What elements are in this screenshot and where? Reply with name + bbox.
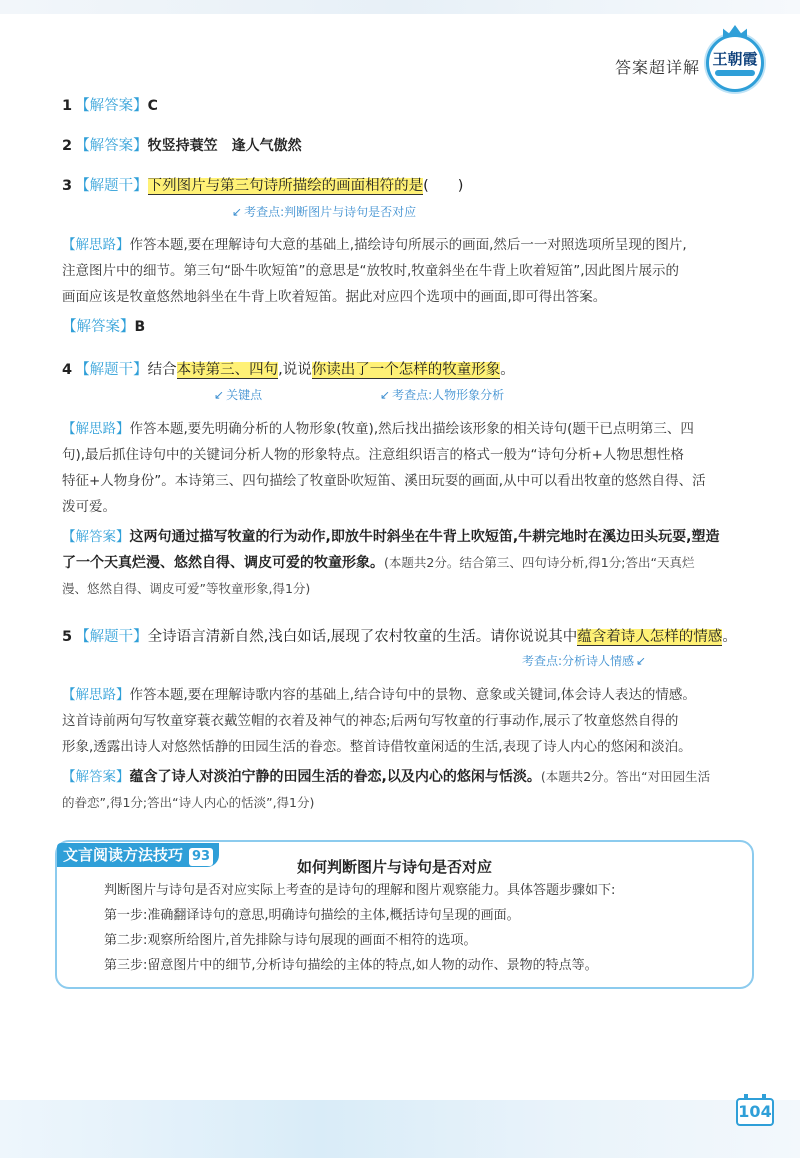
- annotation-examine: ↙ 考查点:人物形象分析: [380, 386, 504, 403]
- stem-text: ,说说: [278, 362, 312, 378]
- answer-tag: 【解答案】: [75, 98, 148, 114]
- stem-keypoint: 本诗第三、四句: [176, 362, 279, 378]
- annotation-examine: 考查点:分析诗人情感 ↙: [520, 652, 646, 669]
- page-number: 104: [736, 1098, 774, 1126]
- question-5-approach: [62, 682, 758, 760]
- question-4-stem: [62, 357, 762, 383]
- answer-tag: 【解答案】: [62, 319, 135, 335]
- approach-line: 画面应该是牧童悠然地斜坐在牛背上吹着短笛。据此对应四个选项中的画面,即可得出答案。: [62, 289, 607, 305]
- approach-line: 泼可爱。: [62, 499, 116, 515]
- stem-text: 结合: [147, 362, 177, 378]
- tip-line: 第一步:准确翻译诗句的意思,明确诗句描绘的主体,概括诗句呈现的画面。: [104, 908, 520, 923]
- approach-text: 作答本题,要先明确分析的人物形象(牧童),然后找出描绘该形象的相关诗句(题干已点明第三、四: [129, 421, 694, 437]
- stem-text: 。: [500, 362, 515, 378]
- answer-paren: ( ): [423, 178, 464, 194]
- stem-tag: 【解题干】: [75, 178, 148, 194]
- stem-highlight: 蕴含着诗人怎样的情感: [577, 629, 723, 645]
- question-3-answer: [62, 314, 762, 340]
- annotation-keypoint: ↙ 关键点: [214, 386, 262, 403]
- tip-line: 第二步:观察所给图片,首先排除与诗句展现的画面不相符的选项。: [104, 933, 477, 948]
- answer-line: [62, 764, 758, 790]
- question-number: 3: [62, 178, 73, 194]
- stem-tag: 【解题干】: [75, 629, 148, 645]
- approach-line: 注意图片中的细节。第三句“卧牛吹短笛”的意思是“放牧时,牧童斜坐在牛背上吹着短笛”,因此图片展示的: [62, 263, 680, 279]
- approach-tag: 【解思路】: [62, 687, 130, 703]
- scoring-note: (本题共2分。结合第三、四句诗分析,得1分;答出“天真烂: [384, 555, 695, 570]
- bottom-decoration: [0, 1100, 800, 1158]
- answer-tag: 【解答案】: [75, 138, 148, 154]
- question-4-answer: [62, 524, 758, 602]
- question-2: [62, 133, 762, 159]
- stem-text: 全诗语言清新自然,浅白如话,展现了农村牧童的生活。请你说说其中: [147, 629, 578, 645]
- header-title: 答案超详解: [615, 58, 701, 77]
- answer-text: C: [147, 98, 158, 114]
- answer-tag: 【解答案】: [62, 529, 130, 545]
- answer-text: 这两句通过描写牧童的行为动作,即放牛时斜坐在牛背上吹短笛,牛耕完地时在溪边田头玩耍,塑造: [129, 529, 720, 545]
- tip-line: 第三步:留意图片中的细节,分析诗句描绘的主体的特点,如人物的动作、景物的特点等。: [104, 958, 598, 973]
- answer-text: B: [134, 319, 146, 335]
- question-5-stem: [62, 624, 762, 650]
- question-number: 4: [62, 362, 73, 378]
- scoring-note: (本题共2分。答出“对田园生活: [540, 769, 711, 784]
- approach-text: 作答本题,要在理解诗歌内容的基础上,结合诗句中的景物、意象或关键词,体会诗人表达的情感。: [129, 687, 696, 703]
- approach-line: [62, 232, 758, 258]
- tip-tag-label: 文言阅读方法技巧: [63, 846, 184, 864]
- tip-line: 判断图片与诗句是否对应实际上考查的是诗句的理解和图片观察能力。具体答题步骤如下:: [104, 883, 616, 898]
- tip-tag: [57, 843, 219, 867]
- approach-line: 这首诗前两句写牧童穿蓑衣戴笠帽的衣着及神气的神态;后两句写牧童的行事动作,展示了牧童悠然自得的: [62, 713, 679, 729]
- question-number: 2: [62, 138, 73, 154]
- approach-line: [62, 682, 758, 708]
- question-number: 1: [62, 98, 73, 114]
- stem-text: 。: [722, 629, 737, 645]
- question-5-answer: [62, 764, 758, 816]
- answer-line: [62, 550, 758, 576]
- stem-highlight: 你读出了一个怎样的牧童形象: [311, 362, 501, 378]
- approach-line: 句),最后抓住诗句中的关键词分析人物的形象特点。注意组织语言的格式一般为“诗句分析+人物思想性格: [62, 447, 684, 463]
- question-3-approach: [62, 232, 758, 310]
- approach-tag: 【解思路】: [62, 421, 130, 437]
- logo-band: [715, 70, 755, 76]
- answer-text: 牧竖持蓑笠 逢人气傲然: [147, 138, 302, 154]
- approach-line: 形象,透露出诗人对悠然恬静的田园生活的眷恋。整首诗借牧童闲适的生活,表现了诗人内心的悠闲和淡泊。: [62, 739, 692, 755]
- approach-line: 特征+人物身份”。本诗第三、四句描绘了牧童卧吹短笛、溪田玩耍的画面,从中可以看出牧童的悠然自得、活: [62, 473, 706, 489]
- annotation-examine: ↙ 考查点:判断图片与诗句是否对应: [232, 203, 416, 220]
- question-3-stem: [62, 173, 762, 199]
- answer-text: 蕴含了诗人对淡泊宁静的田园生活的眷恋,以及内心的悠闲与恬淡。: [129, 769, 541, 785]
- question-1: [62, 93, 762, 119]
- answer-tag: 【解答案】: [62, 769, 130, 785]
- scoring-note: 漫、悠然自得、调皮可爱”等牧童形象,得1分): [62, 581, 311, 596]
- approach-text: 作答本题,要在理解诗句大意的基础上,描绘诗句所展示的画面,然后一一对照选项所呈现的图片,: [129, 237, 687, 253]
- logo-text: 王朝霞: [712, 49, 758, 68]
- question-4-approach: [62, 416, 758, 520]
- brand-logo: [706, 34, 764, 92]
- approach-line: [62, 416, 758, 442]
- question-number: 5: [62, 629, 73, 645]
- answer-text: 了一个天真烂漫、悠然自得、调皮可爱的牧童形象。: [62, 555, 384, 571]
- answer-line: [62, 524, 758, 550]
- stem-highlight: 下列图片与第三句诗所描绘的画面相符的是: [147, 178, 424, 194]
- approach-tag: 【解思路】: [62, 237, 130, 253]
- tip-title: 如何判断图片与诗句是否对应: [297, 858, 493, 876]
- stem-tag: 【解题干】: [75, 362, 148, 378]
- top-stripe: [0, 0, 800, 14]
- tip-number-badge: 93: [189, 848, 213, 866]
- scoring-note: 的眷恋”,得1分;答出“诗人内心的恬淡”,得1分): [62, 795, 315, 810]
- crown-icon: [723, 25, 747, 37]
